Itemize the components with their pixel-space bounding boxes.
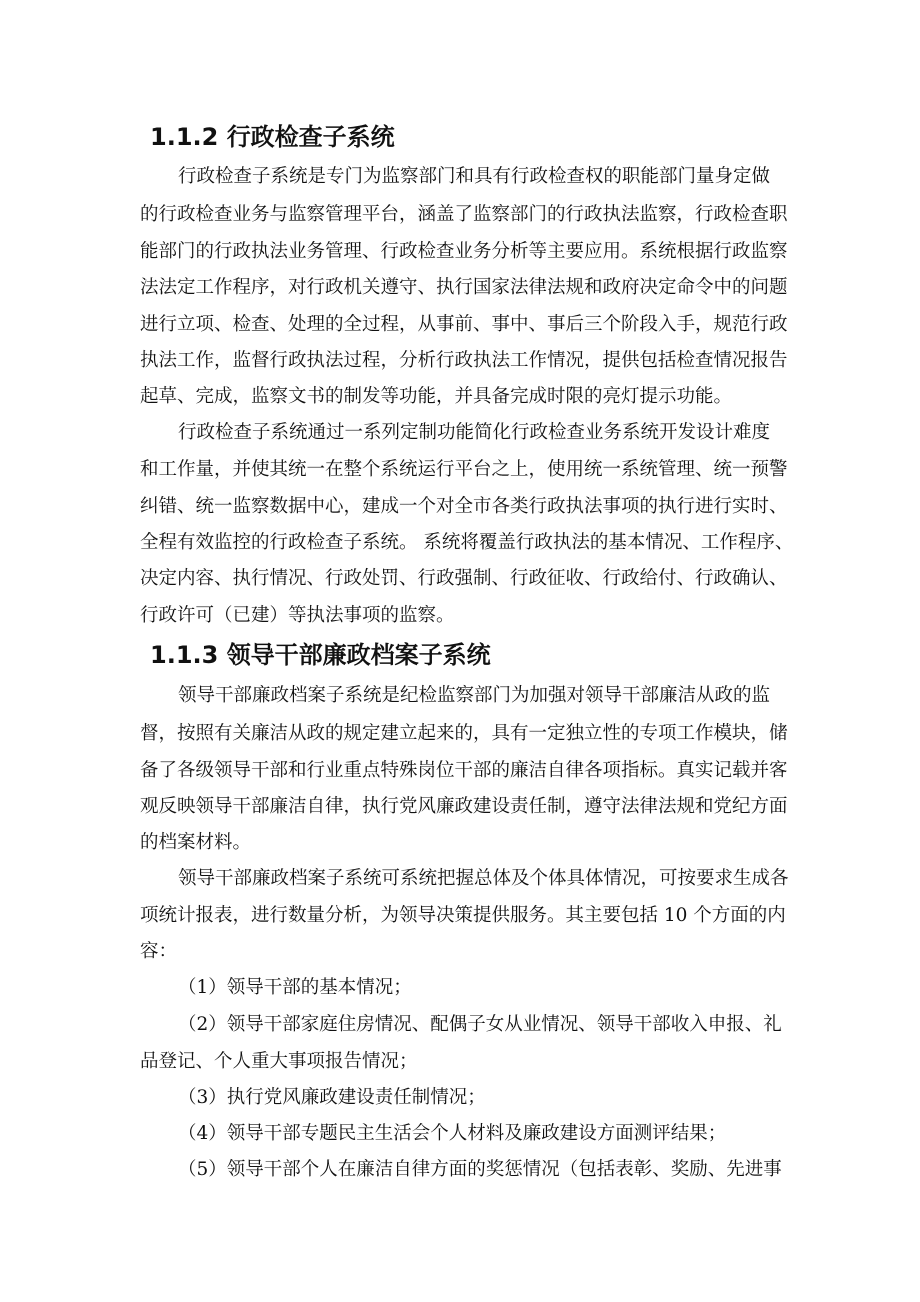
paragraph-line: 执法工作，监督行政执法过程，分析行政执法工作情况，提供包括检查情况报告 bbox=[140, 350, 788, 371]
paragraph-line: 项统计报表，进行数量分析，为领导决策提供服务。其主要包括 10 个方面的内 bbox=[140, 905, 786, 926]
list-item-continuation: 品登记、个人重大事项报告情况； bbox=[140, 1051, 418, 1072]
paragraph-line: 的行政检查业务与监察管理平台，涵盖了监察部门的行政执法监察，行政检查职 bbox=[140, 204, 788, 225]
paragraph-line: 决定内容、执行情况、行政处罚、行政强制、行政征收、行政给付、行政确认、 bbox=[140, 568, 788, 589]
paragraph-line: 领导干部廉政档案子系统可系统把握总体及个体具体情况，可按要求生成各 bbox=[178, 868, 789, 889]
section-heading-1-1-3: 1.1.3 领导干部廉政档案子系统 bbox=[150, 641, 491, 669]
paragraph-line: 督，按照有关廉洁从政的规定建立起来的，具有一定独立性的专项工作模块，储 bbox=[140, 723, 788, 744]
paragraph-line: 备了各级领导干部和行业重点特殊岗位干部的廉洁自律各项指标。真实记载并客 bbox=[140, 760, 788, 781]
paragraph-line: 领导干部廉政档案子系统是纪检监察部门为加强对领导干部廉洁从政的监 bbox=[178, 685, 771, 706]
list-item: （5）领导干部个人在廉洁自律方面的奖惩情况（包括表彰、奖励、先进事 bbox=[178, 1159, 782, 1180]
paragraph-line: 行政检查子系统通过一系列定制功能简化行政检查业务系统开发设计难度 bbox=[178, 422, 771, 443]
paragraph-line: 的档案材料。 bbox=[140, 832, 252, 853]
paragraph-line: 起草、完成，监察文书的制发等功能，并具备完成时限的亮灯提示功能。 bbox=[140, 386, 733, 407]
paragraph-line: 全程有效监控的行政检查子系统。 系统将覆盖行政执法的基本情况、工作程序、 bbox=[140, 532, 794, 553]
paragraph-line: 行政许可（已建）等执法事项的监察。 bbox=[140, 605, 455, 626]
list-item: （4）领导干部专题民主生活会个人材料及廉政建设方面测评结果； bbox=[178, 1123, 727, 1144]
paragraph-line: 纠错、统一监察数据中心，建成一个对全市各类行政执法事项的执行进行实时、 bbox=[140, 496, 788, 517]
paragraph-line: 行政检查子系统是专门为监察部门和具有行政检查权的职能部门量身定做 bbox=[178, 166, 771, 187]
list-item: （2）领导干部家庭住房情况、配偶子女从业情况、领导干部收入申报、礼 bbox=[178, 1014, 782, 1035]
list-item: （3）执行党风廉政建设责任制情况； bbox=[178, 1087, 486, 1108]
paragraph-line: 观反映领导干部廉洁自律，执行党风廉政建设责任制，遵守法律法规和党纪方面 bbox=[140, 796, 788, 817]
section-heading-1-1-2: 1.1.2 行政检查子系统 bbox=[150, 123, 395, 151]
paragraph-line: 进行立项、检查、处理的全过程，从事前、事中、事后三个阶段入手，规范行政 bbox=[140, 314, 788, 335]
paragraph-line: 法法定工作程序，对行政机关遵守、执行国家法律法规和政府决定命令中的问题 bbox=[140, 277, 788, 298]
paragraph-line: 能部门的行政执法业务管理、行政检查业务分析等主要应用。系统根据行政监察 bbox=[140, 241, 788, 262]
paragraph-line: 容： bbox=[140, 941, 178, 962]
list-item: （1）领导干部的基本情况； bbox=[178, 977, 412, 998]
paragraph-line: 和工作量，并使其统一在整个系统运行平台之上，使用统一系统管理、统一预警 bbox=[140, 459, 788, 480]
